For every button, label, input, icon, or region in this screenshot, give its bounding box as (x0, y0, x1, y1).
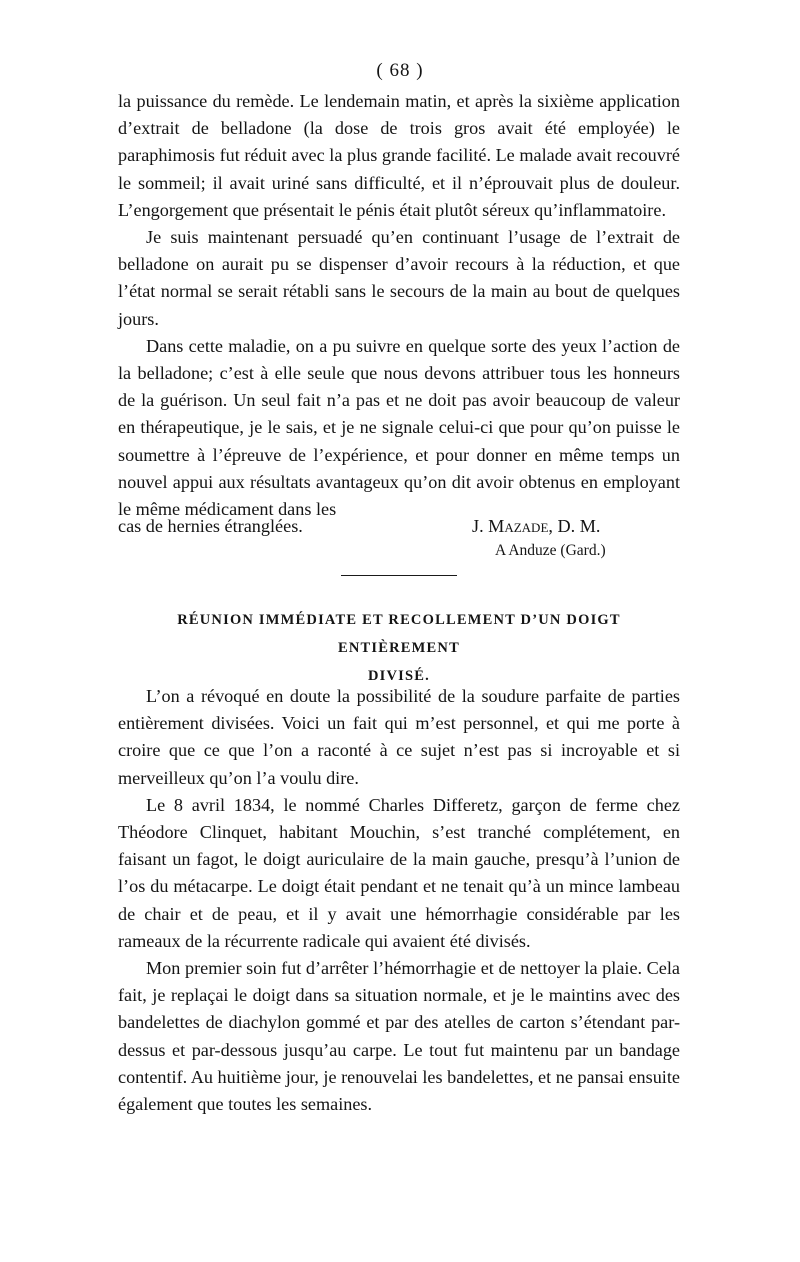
author-signature: J. Mazade, D. M. (472, 516, 601, 536)
article-2-paragraph: L’on a révoqué en doute la possibilité de la soudure parfaite de parties entièrement divisées. Voici un fait qui m’est personnel, et qui me porte à croire que ce que l’on a raconté à ce sujet n’est pas si incroyable et si merveilleux qu’on l’a voulu dire. (118, 686, 680, 788)
article-2-paragraph: Le 8 avril 1834, le nommé Charles Differetz, garçon de ferme chez Théodore Clinquet, habitant Mouchin, s’est tranché complétement, en faisant un fagot, le doigt auriculaire de la main gauche, presqu’à l’union de l’os du métacarpe. Le doigt était pendant et ne tenait qu’à un mince lambeau de chair et de peau, et il y avait une hémorrhagie considérable par les rameaux de la récurrente radicale qui avaient été divisés. (118, 794, 680, 951)
section-title-line: DIVISÉ. (368, 668, 430, 684)
article-2-body (118, 683, 680, 1118)
page-number: ( 68 ) (376, 60, 424, 81)
article-1-paragraph: Je suis maintenant persuadé qu’en continuant l’usage de l’extrait de belladone on aurait pu se dispenser d’avoir recours à la réduction, et que l’état normal se serait rétabli sans le secours de la main au bout de quelques jours. (118, 227, 680, 329)
author-location: A Anduze (Gard.) (495, 542, 606, 559)
article-1-paragraph: Dans cette maladie, on a pu suivre en quelque sorte des yeux l’action de la belladone; c’est à elle seule que nous devons attribuer tous les honneurs de la guérison. Un seul fait n’a pas et ne doit pas avoir beaucoup de valeur en thérapeutique, je le sais, et je ne signale celui-ci que pour qu’on puisse le soumettre à l’épreuve de l’expérience, et pour donner en même temps un nouvel appui aux résultats avantageux qu’on dit avoir obtenus en employant le même médicament dans les (118, 335, 680, 520)
section-title (118, 606, 680, 690)
article-1-body (118, 88, 680, 523)
article-1-paragraph: la puissance du remède. Le lendemain matin, et après la sixième application d’extrait de belladone (la dose de trois gros avait été employée) le paraphimosis fut réduit avec la plus grande facilité. Le malade avait recouvré le sommeil; il avait uriné sans difficulté, et il n’éprouvait plus de douleur. L’engorgement que présentait le pénis était plutôt séreux qu’inflammatoire. (118, 91, 680, 220)
closing-text: cas de hernies étranglées. (118, 516, 303, 536)
article-2-paragraph: Mon premier soin fut d’arrêter l’hémorrhagie et de nettoyer la plaie. Cela fait, je replaçai le doigt dans sa situation normale, et je le maintins avec des bandelettes de diachylon gommé et par des atelles de carton s’étendant par-dessus et par-dessous jusqu’au carpe. Le tout fut maintenu par un bandage contentif. Au huitième jour, je renouvelai les bandelettes, et ne pansai ensuite également que toutes les semaines. (118, 958, 680, 1115)
section-title-line: RÉUNION IMMÉDIATE ET RECOLLEMENT D’UN DOIGT ENTIÈREMENT (177, 612, 621, 656)
section-divider (341, 575, 457, 576)
